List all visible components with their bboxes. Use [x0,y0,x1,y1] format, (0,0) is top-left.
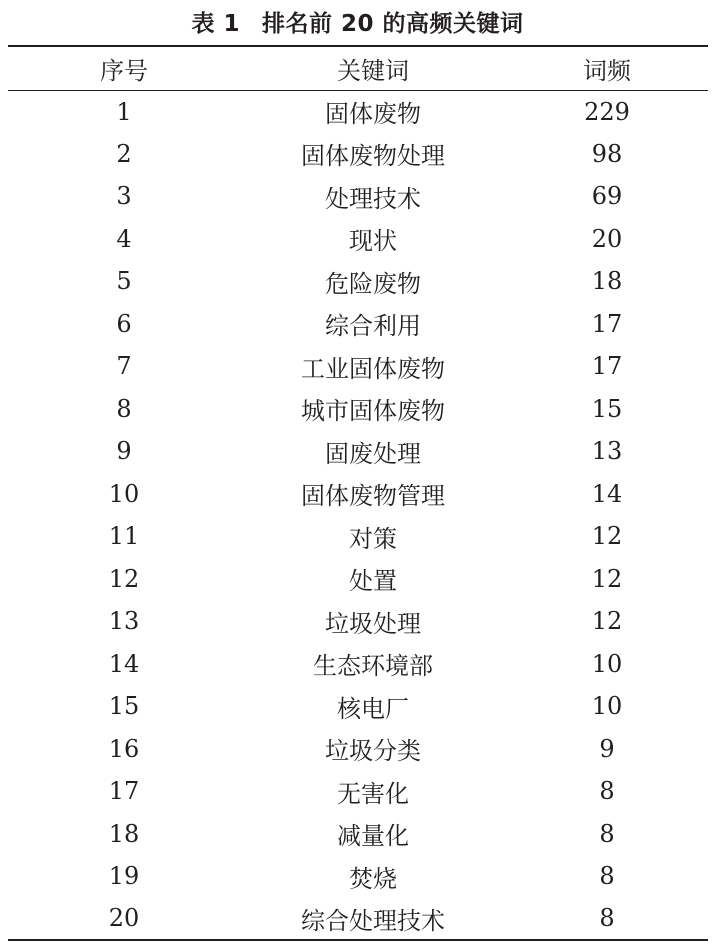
header-keyword: 关键词 [240,46,506,90]
keyword-cell: 综合利用 [325,312,421,341]
keyword-cell: 焚烧 [349,864,397,893]
serial-number-cell: 15 [108,692,140,721]
serial-number-cell: 2 [116,139,132,168]
keyword-cell: 现状 [349,227,397,256]
table-row [8,388,708,431]
table-row [8,90,708,133]
frequency-cell: 8 [599,777,615,806]
frequency-cell: 8 [599,819,615,848]
serial-number-cell: 4 [116,224,132,253]
keyword-cell: 处理技术 [325,184,421,213]
frequency-cell: 12 [591,522,623,551]
serial-number-cell: 8 [116,394,132,423]
frequency-cell: 18 [591,267,623,296]
keyword-cell: 无害化 [337,779,409,808]
keyword-cell: 工业固体废物 [301,354,445,383]
frequency-cell: 12 [591,607,623,636]
serial-number-cell: 1 [116,97,132,126]
serial-number-cell: 9 [116,437,132,466]
header-frequency: 词频 [506,46,708,90]
serial-number-cell: 5 [116,267,132,296]
frequency-cell: 12 [591,564,623,593]
keyword-cell: 综合处理技术 [240,898,506,941]
table-row [8,643,708,686]
table-row [8,685,708,728]
frequency-cell: 20 [591,224,623,253]
serial-number-cell: 7 [116,352,132,381]
table-label: 表 1 [191,11,240,37]
keyword-cell: 危险废物 [325,269,421,298]
frequency-cell: 10 [591,692,623,721]
serial-number-cell: 12 [108,564,140,593]
table-row [8,855,708,898]
table-row [8,303,708,346]
keyword-cell: 处置 [349,567,397,596]
keyword-cell: 垃圾分类 [325,737,421,766]
table-row [8,600,708,643]
table-row [8,558,708,601]
frequency-cell: 15 [591,394,623,423]
keyword-cell: 生态环境部 [313,652,433,681]
keyword-cell: 城市固体废物 [301,397,445,426]
table-caption [0,6,715,42]
table-row [8,770,708,813]
keyword-cell: 垃圾处理 [325,609,421,638]
frequency-cell: 98 [591,139,623,168]
table-row [8,430,708,473]
keyword-cell: 减量化 [337,822,409,851]
table-body [8,90,708,940]
table-row [8,515,708,558]
table-row [8,218,708,261]
frequency-cell: 9 [599,734,615,763]
serial-number-cell: 6 [116,309,132,338]
serial-number-cell: 19 [108,862,140,891]
keyword-cell: 固体废物处理 [301,142,445,171]
serial-number-cell: 11 [108,522,140,551]
serial-number-cell: 14 [108,649,140,678]
frequency-cell: 8 [599,862,615,891]
table-row [8,345,708,388]
serial-number-cell: 16 [108,734,140,763]
keyword-cell: 固体废物管理 [301,482,445,511]
frequency-cell: 229 [584,97,630,126]
table-title: 排名前 20 的高频关键词 [261,11,524,37]
keyword-cell: 固废处理 [325,439,421,468]
frequency-cell: 69 [591,182,623,211]
keyword-cell: 固体废物 [325,100,421,128]
frequency-cell: 14 [591,479,623,508]
serial-number-cell: 10 [108,479,140,508]
table-row [8,260,708,303]
frequency-cell: 10 [591,649,623,678]
keyword-frequency-table [8,45,708,941]
serial-number-cell: 20 [8,898,240,941]
serial-number-cell: 13 [108,607,140,636]
table-row [8,133,708,176]
frequency-cell: 17 [591,309,623,338]
frequency-cell: 13 [591,437,623,466]
header-serial-number: 序号 [8,46,240,90]
table-header-row [8,46,708,90]
serial-number-cell: 3 [116,182,132,211]
table-row [8,898,708,941]
table-row [8,728,708,771]
frequency-cell: 17 [591,352,623,381]
table-row [8,813,708,856]
serial-number-cell: 18 [108,819,140,848]
table-row [8,175,708,218]
keyword-cell: 对策 [349,524,397,553]
serial-number-cell: 17 [108,777,140,806]
table-row [8,473,708,516]
keyword-cell: 核电厂 [337,694,409,723]
frequency-cell: 8 [506,898,708,941]
